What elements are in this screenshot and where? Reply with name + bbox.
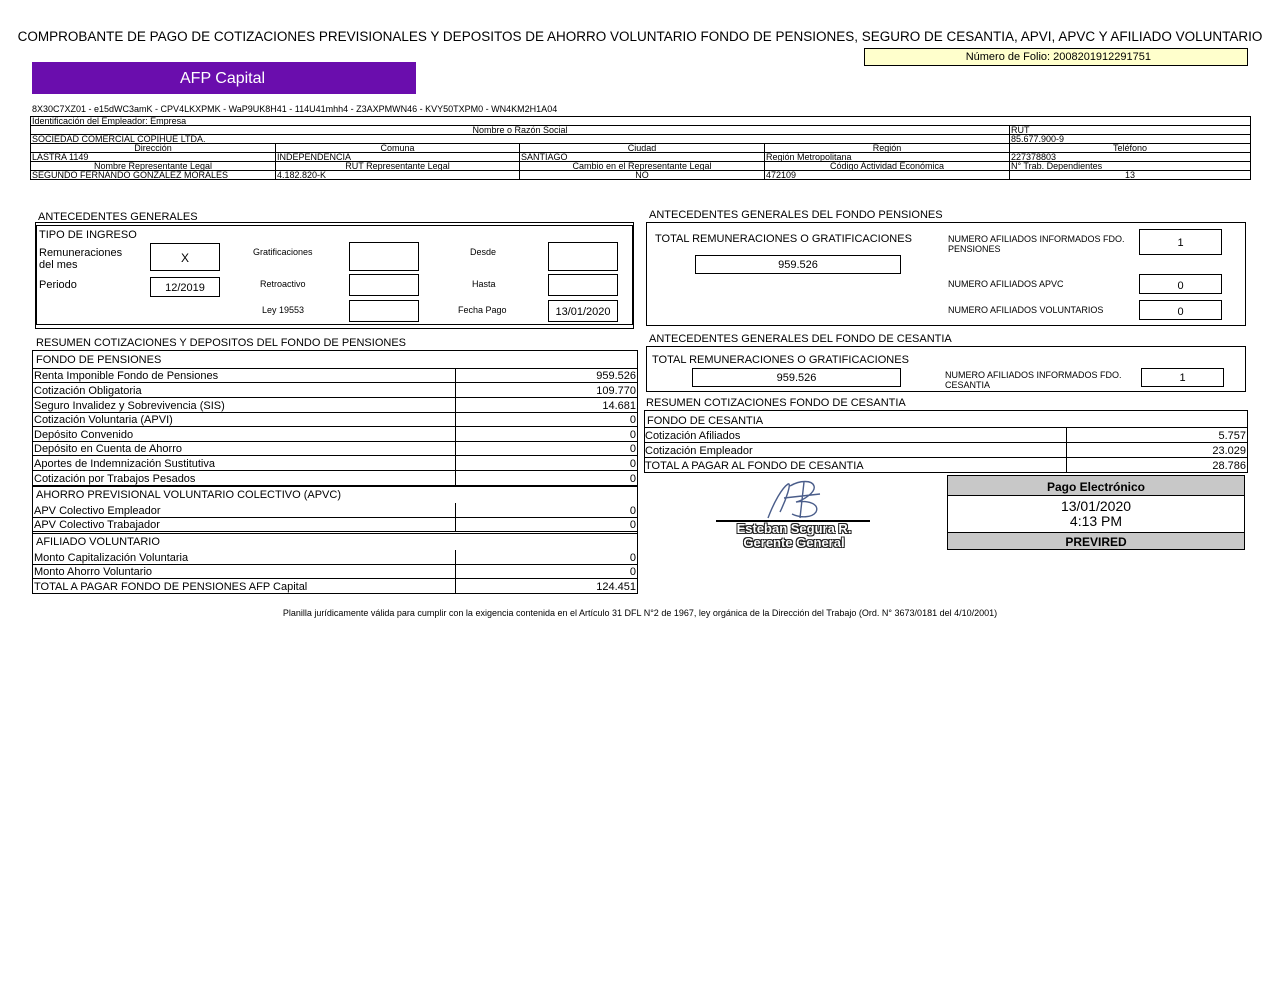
retroactivo-checkbox[interactable] <box>349 274 419 296</box>
row-label: Seguro Invalidez y Sobrevivencia (SIS) <box>34 400 225 412</box>
gratificaciones-label: Gratificaciones <box>253 247 313 257</box>
row-value: 0 <box>629 505 636 517</box>
row-value: 0 <box>629 519 636 531</box>
row-value: 0 <box>629 552 636 564</box>
table-row <box>32 383 638 398</box>
row-label: Monto Ahorro Voluntario <box>34 566 153 578</box>
table-row <box>32 456 638 471</box>
row-value: 23.029 <box>1212 445 1246 457</box>
total-rem-value: 959.526 <box>695 255 901 274</box>
row-label: Cotización Empleador <box>645 445 753 457</box>
row-label: APV Colectivo Trabajador <box>34 519 160 531</box>
row-value: 0 <box>629 566 636 578</box>
afp-banner: AFP Capital <box>32 62 416 94</box>
actividad-value: 472109 <box>764 171 1009 179</box>
pago-time: 4:13 PM <box>1069 513 1123 529</box>
afil-informados-label: NUMERO AFILIADOS INFORMADOS FDO. PENSIONES <box>948 234 1125 254</box>
fondo-pensiones-info-title: ANTECEDENTES GENERALES DEL FONDO PENSIONES <box>649 209 943 221</box>
afil-informados-value: 1 <box>1139 229 1222 255</box>
table-row <box>32 550 638 565</box>
telefono-value: 227378803 <box>1009 153 1250 161</box>
remuneraciones-checkbox[interactable]: X <box>150 243 220 271</box>
pago-electronico-box <box>947 475 1245 550</box>
row-label: TOTAL A PAGAR FONDO DE PENSIONES AFP Capital <box>34 581 308 593</box>
table-row <box>644 443 1248 458</box>
verification-code: 8X30C7XZ01 - e15dWC3amK - CPV4LKXPMK - WaP9UK8H41 - 114U41mhh4 - Z3AXPMWN46 - KVY50TXPM0 - WN4KM2H1A04 <box>32 104 558 114</box>
pago-date: 13/01/2020 <box>1060 498 1132 514</box>
fondo-pensiones-header: FONDO DE PENSIONES <box>36 354 162 366</box>
row-value: 28.786 <box>1212 460 1246 472</box>
total-pensiones-row <box>32 579 638 594</box>
row-label: Cotización Obligatoria <box>34 385 142 397</box>
row-label: TOTAL A PAGAR AL FONDO DE CESANTIA <box>645 460 864 472</box>
divider <box>32 533 638 534</box>
fecha-pago-field[interactable]: 13/01/2020 <box>548 300 618 322</box>
legal-footer: Planilla jurídicamente válida para cumplir con la exigencia contenida en el Artículo 31 DFL N°2 de 1967, ley orgánica de la Dirección del Trabajo (Ord. N° 3673/0181 del 4/10/2001) <box>282 608 998 618</box>
table-row <box>32 427 638 442</box>
cesantia-afil-informados-label: NUMERO AFILIADOS INFORMADOS FDO. CESANTIA <box>945 370 1122 390</box>
direccion-value: LASTRA 1149 <box>32 153 89 161</box>
divider <box>32 486 638 487</box>
desde-field[interactable] <box>548 242 618 271</box>
table-row <box>32 471 638 486</box>
desde-label: Desde <box>470 247 497 257</box>
region-value: Región Metropolitana <box>764 153 1009 161</box>
row-label: APV Colectivo Empleador <box>34 505 161 517</box>
trab-value: 13 <box>1009 171 1250 179</box>
row-label: Depósito en Cuenta de Ahorro <box>34 443 182 455</box>
total-rem-label: TOTAL REMUNERACIONES O GRATIFICACIONES <box>655 233 912 245</box>
cesantia-info-title: ANTECEDENTES GENERALES DEL FONDO DE CESANTIA <box>649 333 952 345</box>
table-row <box>32 368 638 383</box>
rep-value: SEGUNDO FERNANDO GONZALEZ MORALES <box>32 171 229 179</box>
rep-label: Nombre Representante Legal <box>93 162 213 170</box>
row-label: Cotización por Trabajos Pesados <box>34 473 196 485</box>
remuneraciones-label: Remuneraciones del mes <box>39 247 123 271</box>
row-value: 124.451 <box>596 581 636 593</box>
ciudad-label: Ciudad <box>519 144 764 152</box>
direccion-label: Dirección <box>134 144 172 152</box>
divider <box>644 427 1248 428</box>
comuna-label: Comuna <box>275 144 519 152</box>
row-label: Cotización Afiliados <box>645 430 741 442</box>
rut-label: RUT <box>1009 126 1250 134</box>
table-row <box>32 398 638 413</box>
afiliado-voluntario-title: AFILIADO VOLUNTARIO <box>36 536 160 548</box>
fondo-cesantia-header: FONDO DE CESANTIA <box>647 415 764 427</box>
afil-apvc-value: 0 <box>1139 274 1222 294</box>
document-title: COMPROBANTE DE PAGO DE COTIZACIONES PREVISIONALES Y DEPOSITOS DE AHORRO VOLUNTARIO FONDO DE PENSIONES, SEGURO DE CESANTIA, APVI, APVC Y AFILIADO VOLUNTARIO <box>17 29 1263 44</box>
afil-voluntarios-label: NUMERO AFILIADOS VOLUNTARIOS <box>948 305 1104 315</box>
signature-scribble <box>716 478 872 522</box>
signature-role: Gerente General <box>743 535 845 550</box>
gratificaciones-checkbox[interactable] <box>349 242 419 271</box>
fecha-pago-label: Fecha Pago <box>458 305 507 315</box>
table-row <box>32 503 638 518</box>
employer-rut: 85.677.900-9 <box>1009 135 1250 143</box>
cambio-value: NO <box>519 171 764 179</box>
row-value: 0 <box>629 429 636 441</box>
ciudad-value: SANTIAGO <box>519 153 764 161</box>
row-label: Cotización Voluntaria (APVI) <box>34 414 173 426</box>
row-label: Renta Imponible Fondo de Pensiones <box>34 370 219 382</box>
retroactivo-label: Retroactivo <box>260 279 306 289</box>
row-value: 0 <box>629 443 636 455</box>
cesantia-afil-informados-value: 1 <box>1141 368 1224 387</box>
comuna-value: INDEPENDENCIA <box>275 153 519 161</box>
pago-header: Pago Electrónico <box>948 476 1244 496</box>
row-value: 109.770 <box>596 385 636 397</box>
table-row <box>32 564 638 579</box>
cambio-label: Cambio en el Representante Legal <box>519 162 764 170</box>
pago-footer: PREVIRED <box>948 532 1244 549</box>
employer-name: SOCIEDAD COMERCIAL COPIHUE LTDA. <box>32 135 206 143</box>
cesantia-total-rem-label: TOTAL REMUNERACIONES O GRATIFICACIONES <box>652 354 909 366</box>
signature-name: Esteban Segura R. <box>736 521 852 536</box>
resumen-pensiones-title: RESUMEN COTIZACIONES Y DEPOSITOS DEL FONDO DE PENSIONES <box>36 337 406 349</box>
row-value: 5.757 <box>1218 430 1246 442</box>
cesantia-total-rem-value: 959.526 <box>692 368 901 387</box>
afil-voluntarios-value: 0 <box>1139 300 1222 320</box>
actividad-label: Código Actividad Económica <box>764 162 1009 170</box>
rep-rut-value: 4.182.820-K <box>275 171 519 179</box>
hasta-field[interactable] <box>548 274 618 296</box>
table-row <box>644 428 1248 443</box>
row-label: Depósito Convenido <box>34 429 134 441</box>
row-label: Aportes de Indemnización Sustitutiva <box>34 458 215 470</box>
table-row <box>32 412 638 427</box>
afil-apvc-label: NUMERO AFILIADOS APVC <box>948 279 1064 289</box>
signature-block <box>716 478 872 553</box>
tipo-ingreso-label: TIPO DE INGRESO <box>39 229 137 241</box>
table-row <box>644 458 1248 473</box>
table-row <box>32 517 638 532</box>
table-row <box>32 441 638 456</box>
region-label: Región <box>764 144 1009 152</box>
trab-label: N° Trab. Dependientes <box>1009 162 1250 170</box>
employer-section-label: Identificación del Empleador: Empresa <box>32 117 187 125</box>
rep-rut-label: RUT Representante Legal <box>275 162 519 170</box>
periodo-label: Periodo <box>39 279 77 291</box>
row-value: 14.681 <box>602 400 636 412</box>
antecedentes-title: ANTECEDENTES GENERALES <box>38 211 198 223</box>
row-value: 0 <box>629 473 636 485</box>
row-value: 0 <box>629 458 636 470</box>
apvc-title: AHORRO PREVISIONAL VOLUNTARIO COLECTIVO (APVC) <box>36 489 341 501</box>
folio-number: Número de Folio: 2008201912291751 <box>864 48 1248 66</box>
name-label: Nombre o Razón Social <box>472 126 568 134</box>
resumen-cesantia-title: RESUMEN COTIZACIONES FONDO DE CESANTIA <box>646 397 906 409</box>
row-value: 0 <box>629 414 636 426</box>
row-value: 959.526 <box>596 370 636 382</box>
periodo-field[interactable]: 12/2019 <box>150 277 220 297</box>
ley-label: Ley 19553 <box>262 305 305 315</box>
row-label: Monto Capitalización Voluntaria <box>34 552 189 564</box>
ley-checkbox[interactable] <box>349 300 419 322</box>
telefono-label: Teléfono <box>1009 144 1250 152</box>
hasta-label: Hasta <box>472 279 496 289</box>
